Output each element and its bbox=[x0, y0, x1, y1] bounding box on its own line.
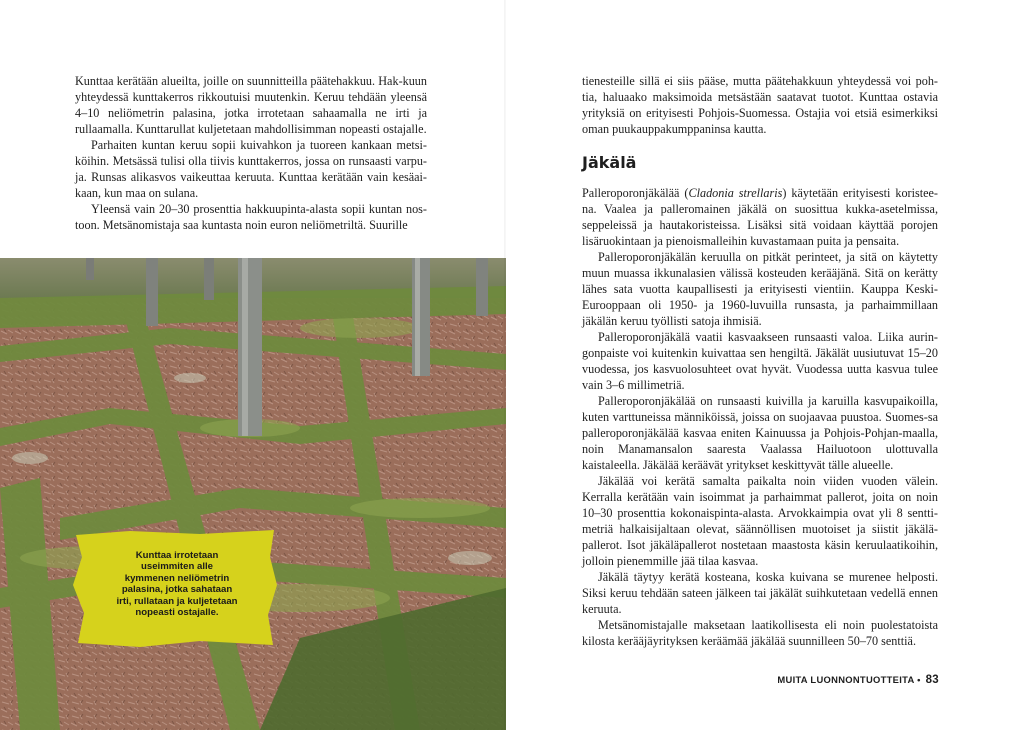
photo-illustration bbox=[0, 258, 506, 730]
page-number: 83 bbox=[925, 674, 939, 686]
paragraph: Jäkälää voi kerätä samalta paikalta noin viiden vuoden välein. Kerralla kerätään vain isoimmat ja parhaimmat pallerot, joita on noin 10–30 prosenttia kokonaispinta-alasta. Arvokkaimpia ovat yli 8 sentti-metriä halkaisijaltaan olevat, säännöllisen muotoiset ja siistit jäkälä-pallerot. Isot jäkäläpallerot nostetaan maastosta käsin keruulaatikoihin, jolloin pienemmille jää tilaa kasvaa. bbox=[582, 474, 938, 568]
paragraph: Jäkälä täytyy kerätä kosteana, koska kuivana se murenee helposti. Siksi keruu tehdään sateen jälkeen tai jäkälät suihkutetaan vedellä ennen keruuta. bbox=[582, 570, 938, 616]
right-page bbox=[506, 0, 1011, 730]
intro-paragraph bbox=[582, 185, 938, 249]
intro-after: ) käytetään erityisesti koristee-na. Vaalea ja palleromainen jäkälä on suosittua kukka-asetelmissa, seppeleissä ja hautakoristeissa. Lisäksi sitä voidaan käyttää porojen lisäruokintaan ja pienoismalleihin kuvastamaan puita ja pensaita. bbox=[582, 186, 938, 248]
right-body-text bbox=[582, 185, 938, 649]
paragraph: tienesteille sillä ei siis pääse, mutta päätehakkuun yhteydessä voi poh-tia, haluaako maksimoida metsästään saatavat tuotot. Kunttaa ostavia yrityksiä on erityisesti Pohjois-Suomessa. Ostajia voi etsiä esimerkiksi oman puukauppakumppaninsa kautta. bbox=[582, 74, 938, 136]
paragraph: Metsänomistajalle maksetaan laatikollisesta eli noin puolestatoista kilosta kerääjäyrityksen keräämää jäkälää suunnilleen 50–70 senttiä. bbox=[582, 618, 938, 648]
paragraph: Palleroporonjäkälä vaatii kasvaakseen runsaasti valoa. Liika aurin-gonpaiste voi kuitenkin kuivattaa sen hengiltä. Jäkälät uusiutuvat 15–20 vuodessa, jos kasvuolosuhteet ovat hyvät. Vuodessa uutta kasvua tulee vain 3–6 millimetriä. bbox=[582, 330, 938, 392]
paragraph: Kunttaa kerätään alueilta, joille on suunnitteilla päätehakkuu. Hak-kuun yhteydessä kunttakerros rikkoutuisi muutenkin. Keruu tehdään yleensä 4–10 neliömetrin palasina, jotka irrotetaan sahaamalla ne irti ja rullaamalla. Kunttarullat kuljetetaan mahdollisimman nopeasti ostajalle. bbox=[75, 74, 427, 136]
photo-caption bbox=[70, 527, 280, 649]
paragraph: Palleroporonjäkälän keruulla on pitkät perinteet, ja sitä on käytetty muun muassa ikkunalasien välissä kosteuden kerääjänä. Sitä on kerätty lähes sata vuotta kaupallisesti ja erityisesti vientiin. Kauppa Keski-Eurooppaan oli 1950- ja 1960-luvuilla runsasta, ja parhaimmillaan jäkälän keruu työllisti satoja ihmisiä. bbox=[582, 250, 938, 328]
continued-text bbox=[582, 73, 938, 137]
species-name: Cladonia strellaris bbox=[688, 186, 783, 200]
footer-bullet: • bbox=[917, 674, 921, 685]
paragraph: Yleensä vain 20–30 prosenttia hakkuupinta-alasta sopii kuntan nos-toon. Metsänomistaja saa kuntasta noin euron neliömetriltä. Suurille bbox=[75, 202, 427, 232]
paragraph: Parhaiten kuntan keruu sopii kuivahkon ja tuoreen kankaan metsi-köihin. Metsässä tulisi olla tiivis kunttakerros, jossa on runsaasti varpu-ja. Runsas alikasvos vaikeuttaa keruuta. Kunttaa kerätään vain kesäai-kaan, kun maa on sulana. bbox=[75, 138, 427, 200]
page-footer bbox=[0, 674, 1011, 686]
intro-before: Palleroporonjäkälää ( bbox=[582, 186, 689, 200]
paragraph: Palleroporonjäkälää on runsaasti kuivilla ja karuilla kasvupaikoilla, kuten varttuneissa männiköissä, joissa on suojaavaa puustoa. Suomes-sa palleroporonjäkälää kasvaa eniten Kainuussa ja Pohjois-Pohjan-maalla, noin Manamansalon saaresta Vaalassa Hailuotoon ulottuvalla kaistaleella. Jäkälää keräävät yritykset keskittyvät tälle alueelle. bbox=[582, 394, 938, 472]
section-heading: Jäkälä bbox=[582, 153, 637, 172]
footer-section-name: MUITA LUONNONTUOTTEITA bbox=[777, 674, 915, 685]
left-body-text bbox=[75, 73, 427, 233]
caption-text: Kunttaa irrotetaan useimmiten alle kymmenen neliömetrin palasina, jotka sahataan irti, rullataan ja kuljetetaan nopeasti ostajalle. bbox=[116, 550, 238, 619]
forest-moss-photo bbox=[0, 258, 506, 730]
